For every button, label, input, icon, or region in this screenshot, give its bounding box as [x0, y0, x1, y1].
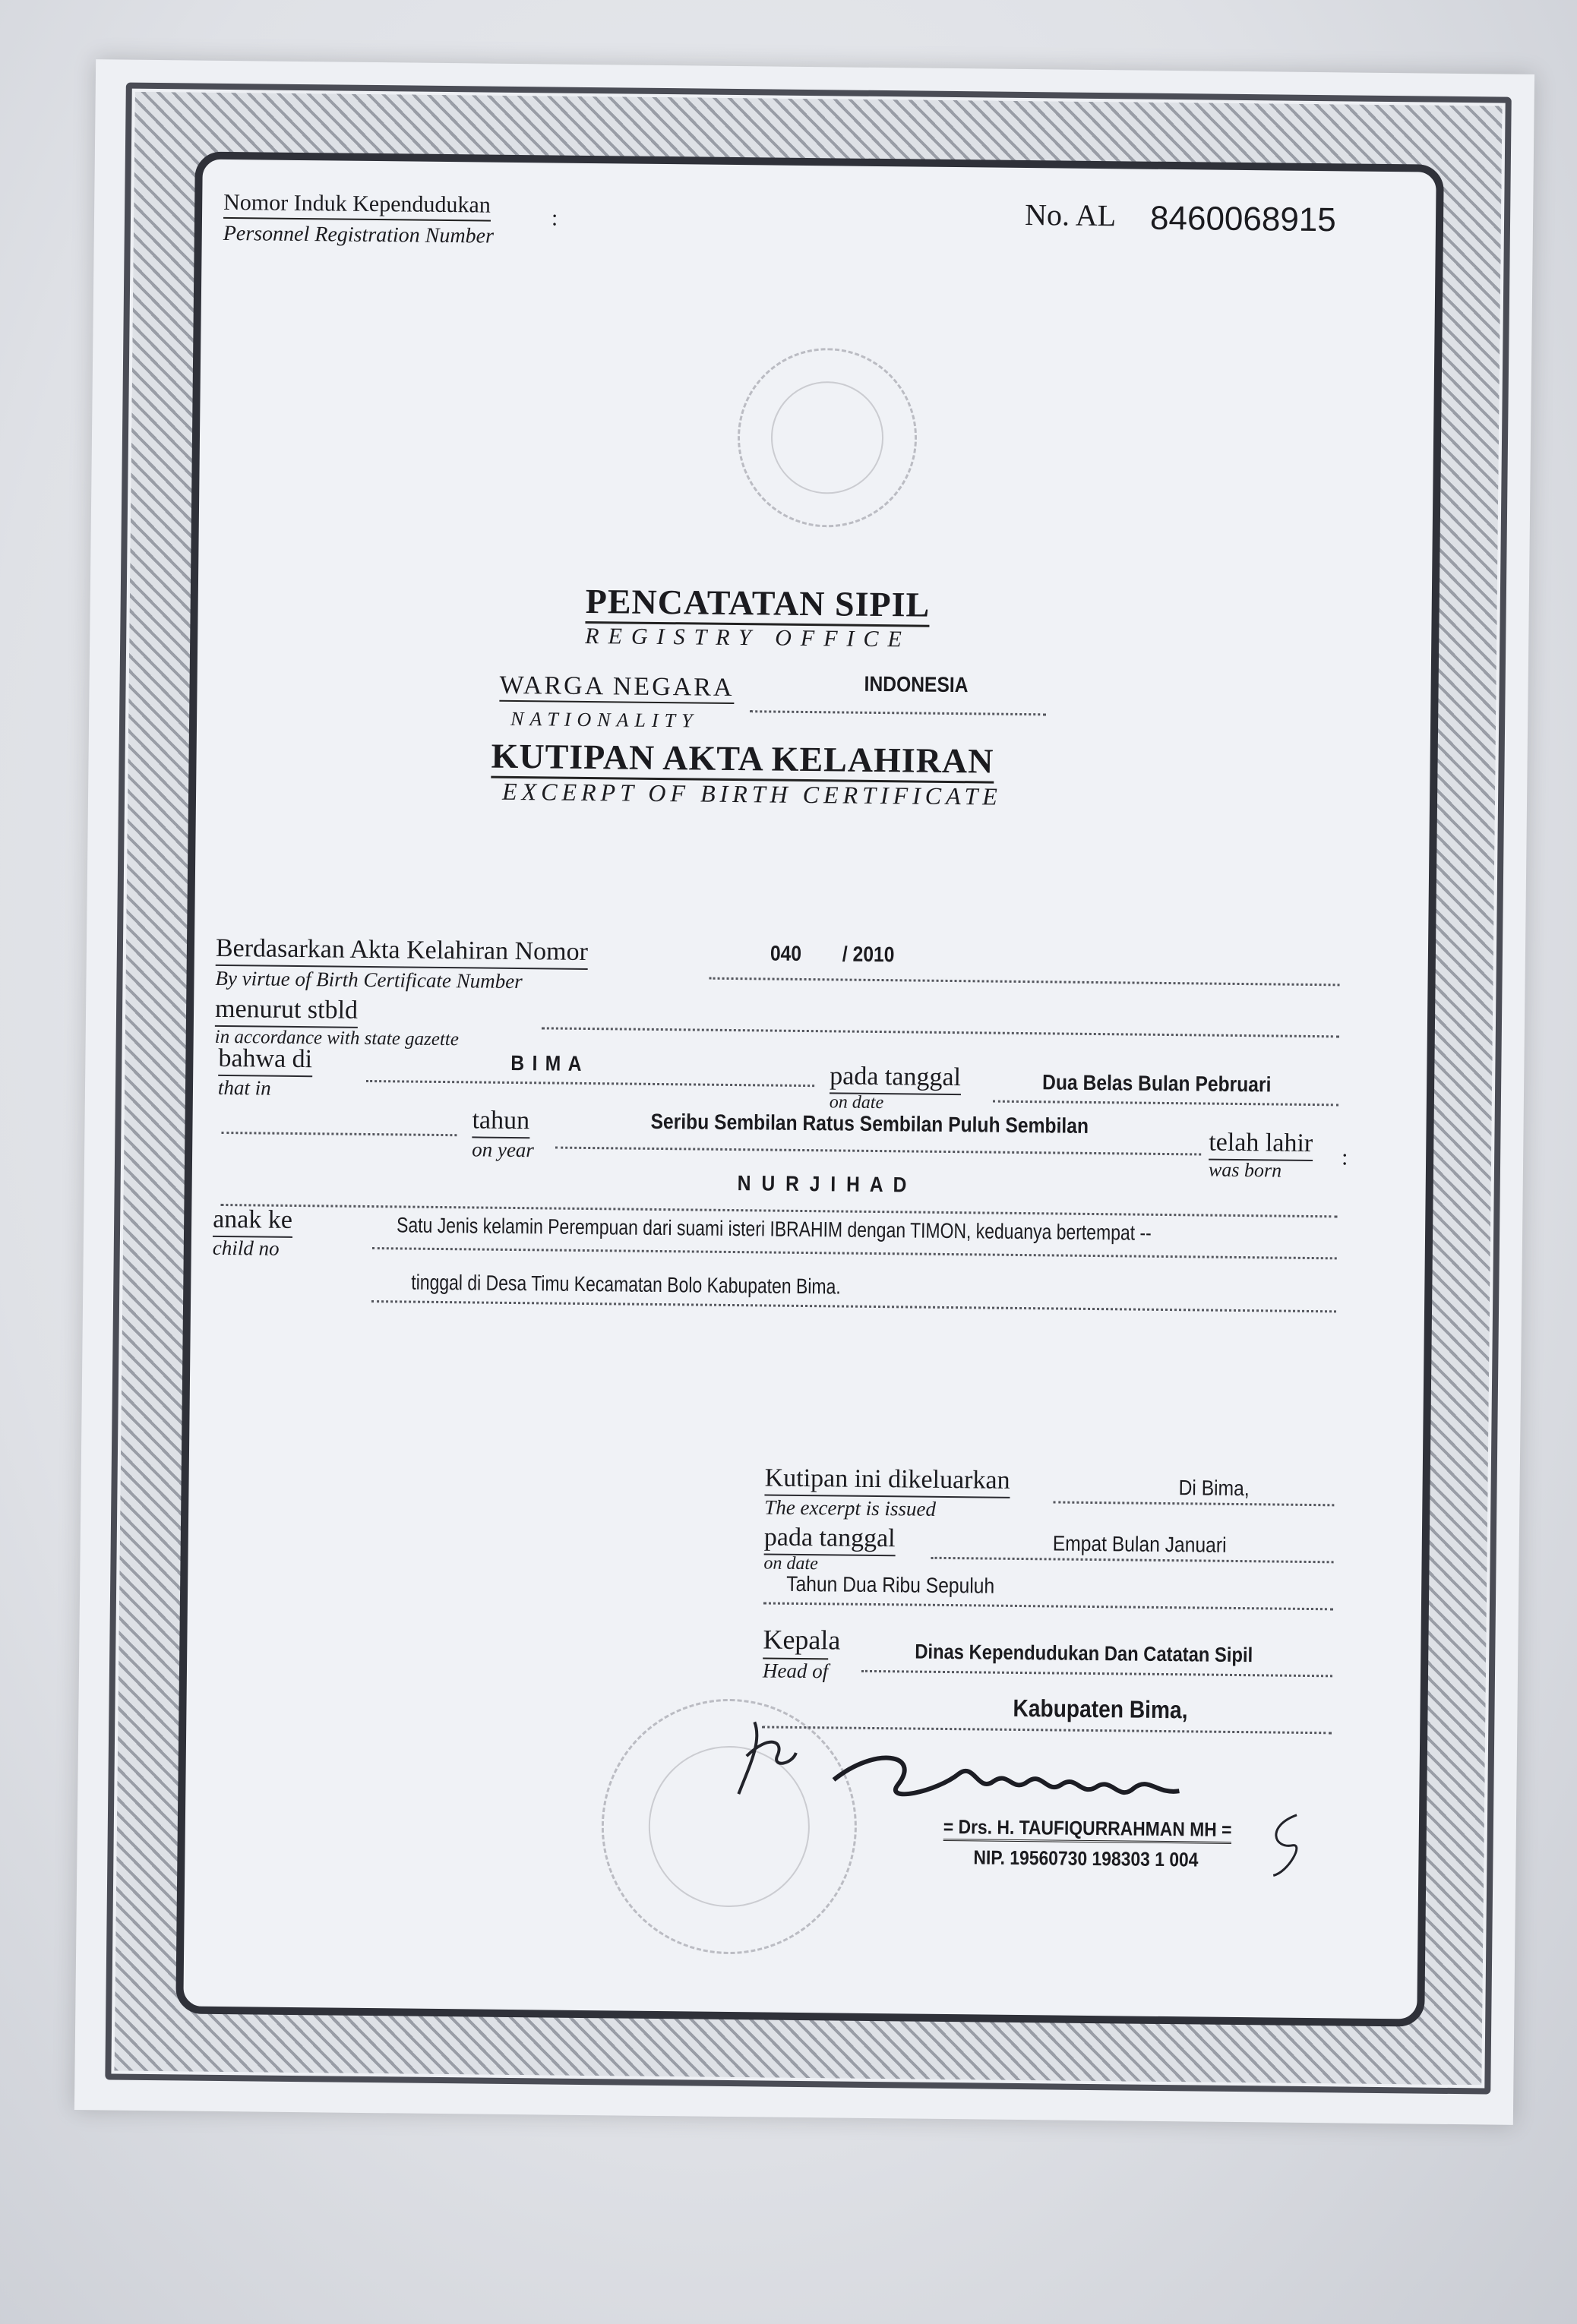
- certificate-content: [74, 59, 1534, 2125]
- details-dots-1: [372, 1247, 1337, 1259]
- year-value: Seribu Sembilan Ratus Sembilan Puluh Sembilan: [650, 1109, 1089, 1138]
- document-title-en: EXCERPT OF BIRTH CERTIFICATE: [501, 777, 1003, 810]
- child-name-dots: [220, 1204, 1337, 1217]
- date-label: pada tanggal: [830, 1062, 961, 1095]
- details-dots-2: [371, 1300, 1336, 1312]
- head-dots-2: [762, 1726, 1332, 1734]
- official-name: = Drs. H. TAUFIQURRAHMAN MH =: [943, 1815, 1232, 1844]
- place-dots: [366, 1080, 814, 1087]
- child-details-line2: tinggal di Desa Timu Kecamatan Bolo Kabupaten Bima.: [411, 1270, 841, 1299]
- year-lead-dots: [221, 1132, 457, 1136]
- issued-date-dots-1: [931, 1557, 1334, 1564]
- date-value: Dua Belas Bulan Pebruari: [1041, 1070, 1272, 1097]
- issued-date-line2: Tahun Dua Ribu Sepuluh: [786, 1571, 995, 1598]
- nik-label-en: Personnel Registration Number: [223, 221, 495, 248]
- stbld-label: menurut stbld: [215, 995, 358, 1028]
- head-signature: [830, 1738, 1187, 1825]
- date-dots: [993, 1100, 1338, 1107]
- place-label: bahwa di: [218, 1044, 312, 1077]
- nationality-label-en: NATIONALITY: [510, 707, 699, 732]
- head-label: Kepala: [763, 1624, 841, 1656]
- office-title-en: REGISTRY OFFICE: [585, 623, 912, 652]
- issued-date-line1: Empat Bulan Januari: [1052, 1531, 1227, 1557]
- child-no-label-en: child no: [212, 1236, 280, 1260]
- head-value-line2: Kabupaten Bima,: [1013, 1694, 1188, 1724]
- born-label-en: was born: [1208, 1158, 1282, 1182]
- issued-label: Kutipan ini dikeluarkan: [764, 1464, 1010, 1498]
- issued-date-label-en: on date: [763, 1553, 818, 1574]
- place-label-en: that in: [217, 1075, 271, 1100]
- cert-year-value: / 2010: [842, 942, 895, 967]
- head-label-en: Head of: [762, 1659, 829, 1683]
- born-label: telah lahir: [1209, 1129, 1313, 1161]
- cert-number-dots: [709, 977, 1340, 987]
- paraf-signature: [731, 1710, 800, 1802]
- serial-number: 8460068915: [1149, 199, 1337, 239]
- issued-date-dots-2: [763, 1602, 1333, 1610]
- born-colon: :: [1341, 1145, 1348, 1170]
- year-label: tahun: [472, 1106, 529, 1138]
- nationality-label: WARGA NEGARA: [499, 671, 734, 704]
- issued-date-label: pada tanggal: [764, 1523, 896, 1556]
- nik-label: Nomor Induk Kependudukan: [223, 190, 491, 222]
- stbld-dots: [542, 1027, 1339, 1037]
- serial-prefix: No. AL: [1024, 197, 1117, 233]
- official-nip: NIP. 19560730 198303 1 004: [973, 1846, 1199, 1871]
- child-name: N U R J I H A D: [737, 1171, 910, 1197]
- date-label-en: on date: [829, 1092, 884, 1113]
- place-value: B I M A: [510, 1050, 583, 1075]
- year-label-en: on year: [472, 1138, 535, 1162]
- birth-certificate: [74, 59, 1534, 2125]
- stbld-label-en: in accordance with state gazette: [214, 1026, 460, 1050]
- nik-colon: :: [551, 205, 558, 231]
- cert-number-label-en: By virtue of Birth Certificate Number: [215, 966, 523, 993]
- head-value-line1: Dinas Kependudukan Dan Catatan Sipil: [915, 1640, 1253, 1667]
- issued-label-en: The excerpt is issued: [764, 1495, 937, 1520]
- office-title: PENCATATAN SIPIL: [585, 581, 930, 627]
- issued-place: Di Bima,: [1178, 1476, 1250, 1501]
- emblem-watermark: [737, 347, 918, 528]
- official-stamp: [600, 1697, 858, 1956]
- issued-place-dots: [1053, 1501, 1334, 1506]
- cert-number-value: 040: [770, 941, 802, 965]
- child-details-line1: Satu Jenis kelamin Perempuan dari suami isteri IBRAHIM dengan TIMON, keduanya bertempat --: [396, 1213, 1152, 1245]
- cert-number-label: Berdasarkan Akta Kelahiran Nomor: [216, 934, 588, 970]
- nationality-value: INDONESIA: [864, 671, 969, 697]
- document-title: KUTIPAN AKTA KELAHIRAN: [491, 736, 994, 784]
- year-dots: [555, 1147, 1201, 1156]
- head-dots-1: [861, 1670, 1332, 1677]
- child-no-label: anak ke: [213, 1205, 292, 1238]
- nationality-dots: [750, 710, 1046, 715]
- name-paraf: [1258, 1811, 1312, 1880]
